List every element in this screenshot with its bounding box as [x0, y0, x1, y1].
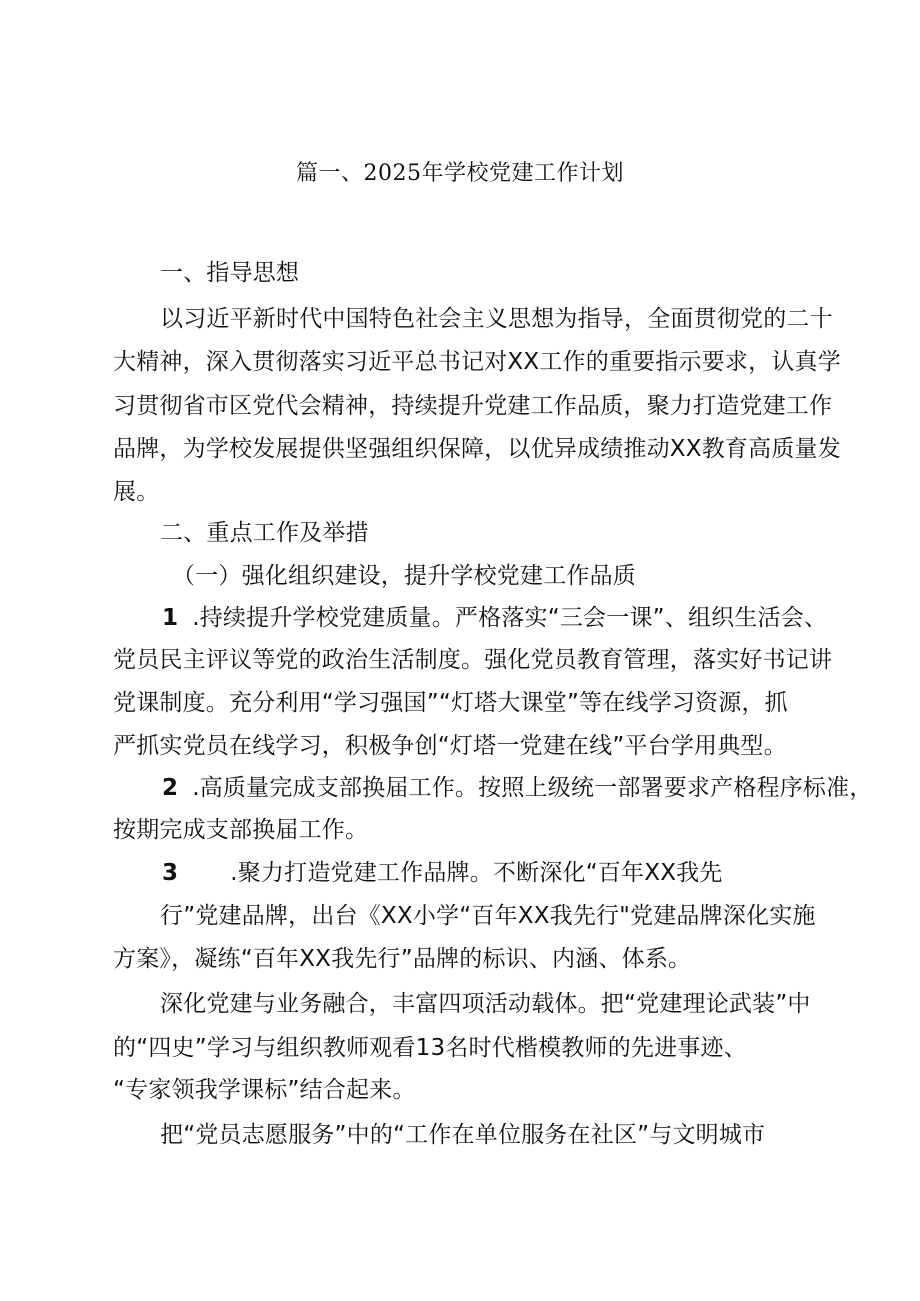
paragraph-line: 党员民主评议等党的政治生活制度。强化党员教育管理，落实好书记讲 [113, 647, 833, 673]
list-item-text: .高质量完成支部换届工作。按照上级统一部署要求产格程序标准， [192, 775, 873, 801]
heading-guiding-ideology: 一、指导思想 [160, 260, 300, 286]
paragraph-line: 以习近平新时代中国特色社会主义思想为指导，全面贯彻党的二十 [160, 306, 833, 332]
paragraph-line: 把“党员志愿服务”中的“工作在单位服务在社区”与文明城市 [160, 1122, 766, 1148]
heading-key-work: 二、重点工作及举措 [160, 520, 369, 546]
list-number: 3 [162, 860, 179, 886]
paragraph-line: 展。 [113, 479, 160, 505]
list-number: 2 [162, 775, 179, 801]
paragraph-line: 深化党建与业务融合，丰富四项活动载体。把“党建理论武装”中 [160, 991, 811, 1017]
document-title: 篇一、2025年学校党建工作计划 [296, 161, 624, 186]
paragraph-line: “专家领我学课标”结合起来。 [113, 1077, 416, 1103]
paragraph-line: 习贯彻省市区党代会精神，持续提升党建工作品质，聚力打造党建工作 [113, 393, 833, 419]
list-item-text: .聚力打造党建工作品牌。不断深化“百年XX我先 [230, 860, 723, 886]
subheading-organization: （一）强化组织建设，提升学校党建工作品质 [172, 563, 636, 589]
paragraph-line: 党课制度。充分利用“学习强国”“灯塔大课堂”等在线学习资源，抓 [113, 690, 788, 716]
paragraph-line: 严抓实党员在线学习，积极争创“灯塔一党建在线”平台学用典型。 [113, 733, 787, 759]
paragraph-line: 大精神，深入贯彻落实习近平总书记对XX工作的重要指示要求，认真学 [113, 349, 841, 375]
paragraph-line: 行”党建品牌，出台《XX小学“百年XX我先行"党建品牌深化实施 [160, 903, 816, 929]
list-number: 1 [162, 605, 179, 631]
list-item-1-first-line [162, 607, 827, 630]
paragraph-line: 按期完成支部换届工作。 [113, 817, 369, 843]
paragraph-line: 方案》，凝练“百年XX我先行”品牌的标识、内涵、体系。 [113, 946, 692, 972]
paragraph-line: 的“四史”学习与组织教师观看13名时代楷模教师的先进事迹、 [113, 1035, 747, 1061]
list-item-3-first-line [162, 862, 723, 885]
list-item-text: .持续提升学校党建质量。严格落实“三会一课”、组织生活会、 [192, 605, 828, 631]
list-item-2-first-line [162, 777, 873, 800]
paragraph-line: 品牌，为学校发展提供坚强组织保障，以优异成绩推动XX教育高质量发 [113, 436, 841, 462]
